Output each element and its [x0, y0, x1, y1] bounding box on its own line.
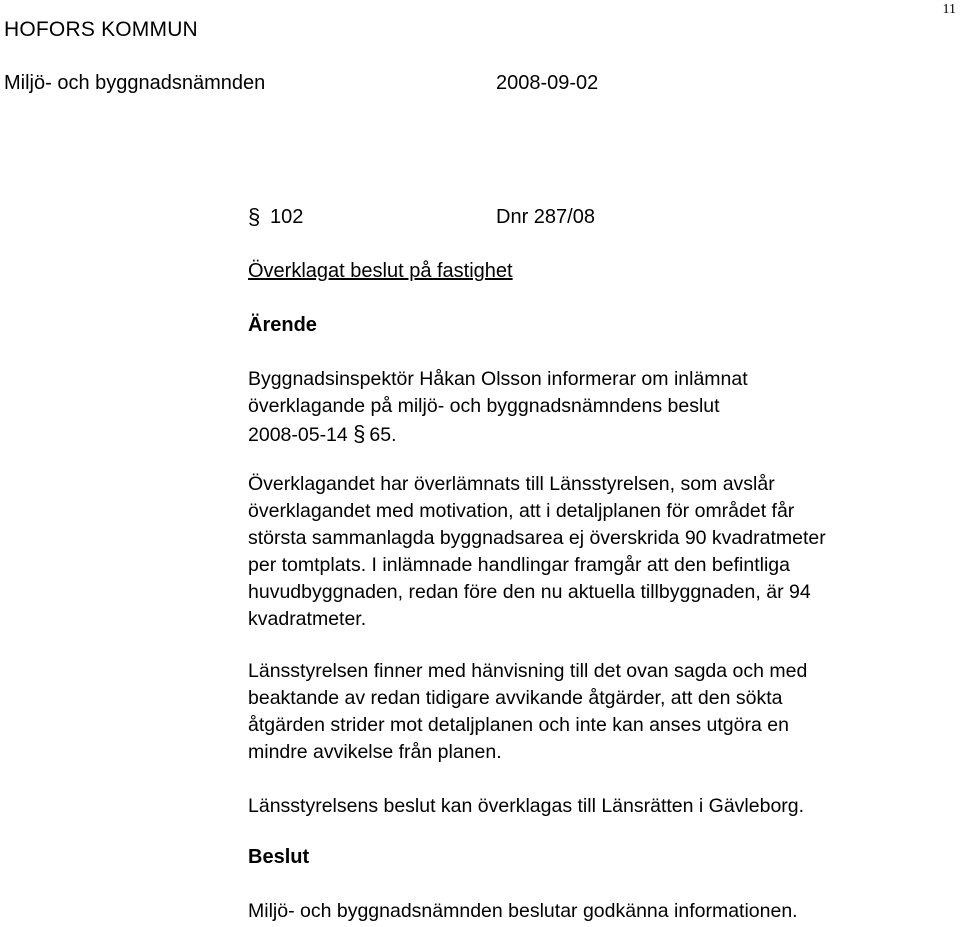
- paragraph-number: 102: [270, 206, 304, 228]
- diary-number: Dnr 287/08: [496, 206, 595, 228]
- finding-paragraph: [248, 658, 948, 766]
- paragraph-line: beaktande av redan tidigare avvikande åtgärder, att den sökta: [248, 687, 783, 709]
- paragraph-subject: Överklagat beslut på fastighet: [248, 260, 513, 282]
- intro-line: [248, 420, 948, 449]
- decision-paragraph: [248, 898, 948, 925]
- paragraph-line: per tomtplats. I inlämnade handlingar framgår att den befintliga: [248, 554, 790, 576]
- intro-paragraph: [248, 366, 948, 449]
- paragraph-line: kvadratmeter.: [248, 608, 367, 630]
- appeal-paragraph: [248, 471, 948, 633]
- beslut-heading: Beslut: [248, 846, 310, 868]
- page-number: 11: [942, 2, 956, 17]
- intro-line: överklagande på miljö- och byggnadsnämndens beslut: [248, 395, 720, 417]
- paragraph-line: överklagandet med motivation, att i detaljplanen för området får: [248, 500, 795, 522]
- section-symbol: §: [353, 421, 366, 446]
- arende-heading: Ärende: [248, 314, 317, 336]
- paragraph-line: Överklagandet har överlämnats till Länsstyrelsen, som avslår: [248, 473, 775, 495]
- paragraph-line: åtgärden strider mot detaljplanen och inte kan anses utgöra en: [248, 714, 789, 736]
- appeal-info-paragraph: [248, 793, 948, 820]
- paragraph-line: Länsstyrelsen finner med hänvisning till det ovan sagda och med: [248, 660, 808, 682]
- paragraph-line: Miljö- och byggnadsnämnden beslutar godkänna informationen.: [248, 900, 798, 922]
- paragraph-line: huvudbyggnaden, redan före den nu aktuella tillbyggnaden, är 94: [248, 581, 811, 603]
- decision-date: 2008-05-14: [248, 424, 348, 446]
- committee-name: Miljö- och byggnadsnämnden: [4, 72, 266, 94]
- section-symbol: §: [248, 204, 261, 229]
- paragraph-line: Länsstyrelsens beslut kan överklagas till Länsrätten i Gävleborg.: [248, 795, 805, 817]
- paragraph-line: mindre avvikelse från planen.: [248, 741, 502, 763]
- intro-line: Byggnadsinspektör Håkan Olsson informerar om inlämnat: [248, 368, 748, 390]
- organization-name: HOFORS KOMMUN: [4, 18, 198, 41]
- meeting-date: 2008-09-02: [496, 72, 599, 94]
- paragraph-line: största sammanlagda byggnadsarea ej överskrida 90 kvadratmeter: [248, 527, 826, 549]
- decision-paragraph: 65.: [369, 424, 397, 446]
